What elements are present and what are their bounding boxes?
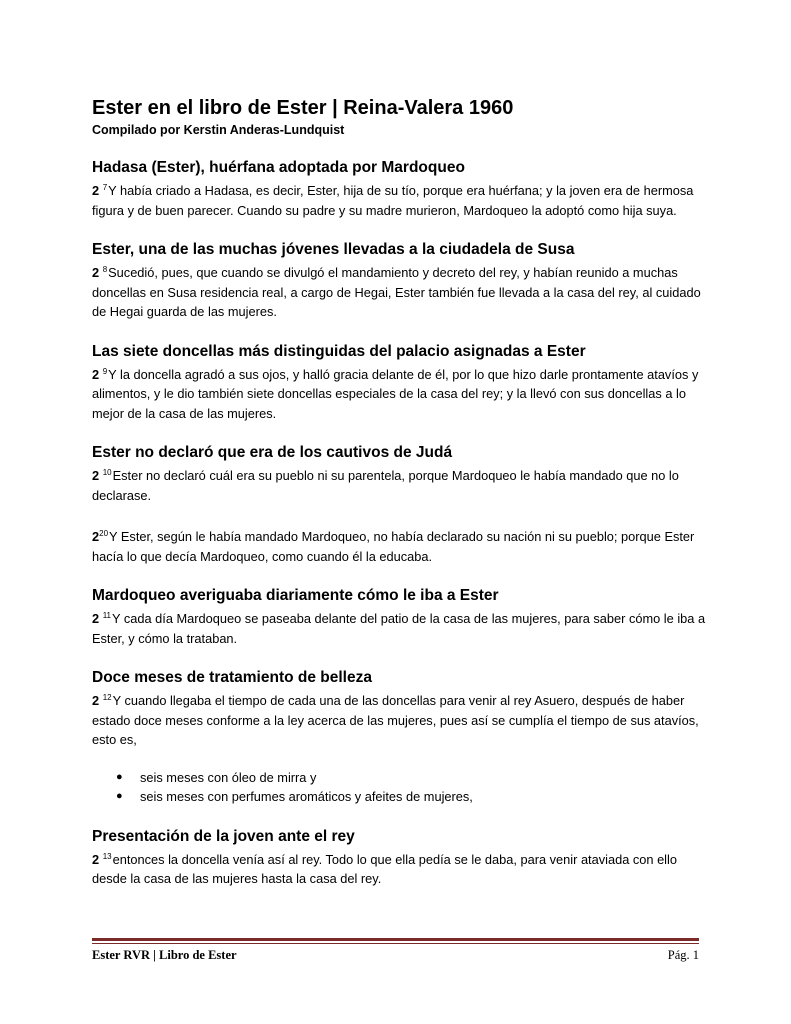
verse-number: 8: [102, 265, 108, 274]
document-body: [92, 96, 707, 889]
document-title: Ester en el libro de Ester | Reina-Valera 1960: [92, 97, 514, 119]
bullet-icon: ●: [116, 770, 123, 783]
chapter-number: 2: [92, 366, 100, 382]
list-item: [116, 768, 707, 788]
chapter-number: 2: [92, 851, 100, 867]
page-number: Pág. 1: [667, 948, 699, 962]
verse-text: entonces la doncella venía así al rey. Todo lo que ella pedía se le daba, para venir ataviada con ello desde la casa de las mujeres hasta la casa del rey.: [92, 851, 677, 886]
section-heading: Presentación de la joven ante el rey: [92, 827, 355, 845]
section: [92, 668, 707, 807]
list-item: [116, 787, 707, 807]
verse-number: 11: [102, 611, 111, 620]
chapter-number: 2: [92, 529, 100, 544]
verse-number: 10: [102, 468, 112, 477]
section: [92, 827, 707, 889]
section: [92, 586, 707, 648]
list-item-text: seis meses con perfumes aromáticos y afeites de mujeres,: [140, 789, 473, 804]
verse-paragraph: [92, 178, 707, 220]
verse-number: 9: [102, 366, 108, 376]
verse-number: 13: [102, 851, 112, 861]
bullet-icon: ●: [116, 790, 123, 802]
section-heading: Las siete doncellas más distinguidas del palacio asignadas a Ester: [92, 342, 586, 360]
verse-paragraph: [92, 362, 707, 424]
section: [92, 158, 707, 220]
chapter-number: 2: [92, 693, 100, 708]
verse-paragraph: [92, 688, 707, 750]
verse-text: Sucedió, pues, que cuando se divulgó el mandamiento y decreto del rey, y habían reunido a muchas doncellas en Susa residencia real, a cargo de Hegai, Ester también fue llevada a la casa del rey, al cuidado de Hegai guarda de las mujeres.: [92, 265, 701, 319]
section-heading: Hadasa (Ester), huérfana adoptada por Mardoqueo: [92, 159, 465, 176]
section-heading: Ester, una de las muchas jóvenes llevadas a la ciudadela de Susa: [92, 241, 575, 258]
section: [92, 443, 707, 566]
chapter-number: 2: [92, 611, 100, 626]
section: [92, 240, 707, 322]
verse-text: Y la doncella agradó a sus ojos, y halló gracia delante de él, por lo que hizo darle prontamente atavíos y alimentos, y le dio también siete doncellas especiales de la casa del rey; y la llevó con sus doncellas a lo mejor de la casa de las mujeres.: [92, 366, 699, 421]
footer-title: Ester RVR | Libro de Ester: [92, 948, 237, 962]
chapter-number: 2: [92, 183, 100, 198]
verse-paragraph: [92, 524, 707, 566]
bullet-list: [92, 768, 707, 807]
verse-paragraph: [92, 606, 707, 648]
section-heading: Doce meses de tratamiento de belleza: [92, 669, 372, 686]
section-heading: Ester no declaró que era de los cautivos de Judá: [92, 444, 453, 461]
verse-paragraph: [92, 847, 707, 889]
verse-text: Y había criado a Hadasa, es decir, Ester, hija de su tío, porque era huérfana; y la joven era de hermosa figura y de buen parecer. Cuando su padre y su madre murieron, Mardoqueo la adoptó como hija suya.: [92, 183, 694, 218]
section-heading: Mardoqueo averiguaba diariamente cómo le iba a Ester: [92, 587, 499, 604]
verse-text: Ester no declaró cuál era su pueblo ni su parentela, porque Mardoqueo le había mandado que no lo declarase.: [92, 468, 679, 503]
section: [92, 342, 707, 424]
verse-paragraph: [92, 260, 707, 322]
footer-divider-thin: [92, 943, 699, 944]
verse-number: 12: [102, 693, 112, 702]
verse-text: Y cada día Mardoqueo se paseaba delante del patio de la casa de las mujeres, para saber cómo le iba a Ester, y cómo la trataban.: [92, 611, 706, 646]
chapter-number: 2: [92, 265, 100, 280]
chapter-number: 2: [92, 468, 100, 483]
verse-text: Y Ester, según le había mandado Mardoqueo, no había declarado su nación ni su pueblo; porque Ester hacía lo que decía Mardoqueo, como cuando él la educaba.: [92, 529, 695, 564]
footer-divider: [92, 938, 699, 941]
verse-number: 7: [102, 183, 108, 192]
verse-paragraph: [92, 463, 707, 505]
verse-number: 20: [99, 529, 109, 538]
document-subtitle: Compilado por Kerstin Anderas-Lundquist: [92, 123, 345, 137]
list-item-text: seis meses con óleo de mirra y: [140, 769, 317, 785]
verse-text: Y cuando llegaba el tiempo de cada una de las doncellas para venir al rey Asuero, después de haber estado doce meses conforme a la ley acerca de las mujeres, pues así se cumplía el tiempo de sus atavíos, esto es,: [92, 693, 699, 747]
